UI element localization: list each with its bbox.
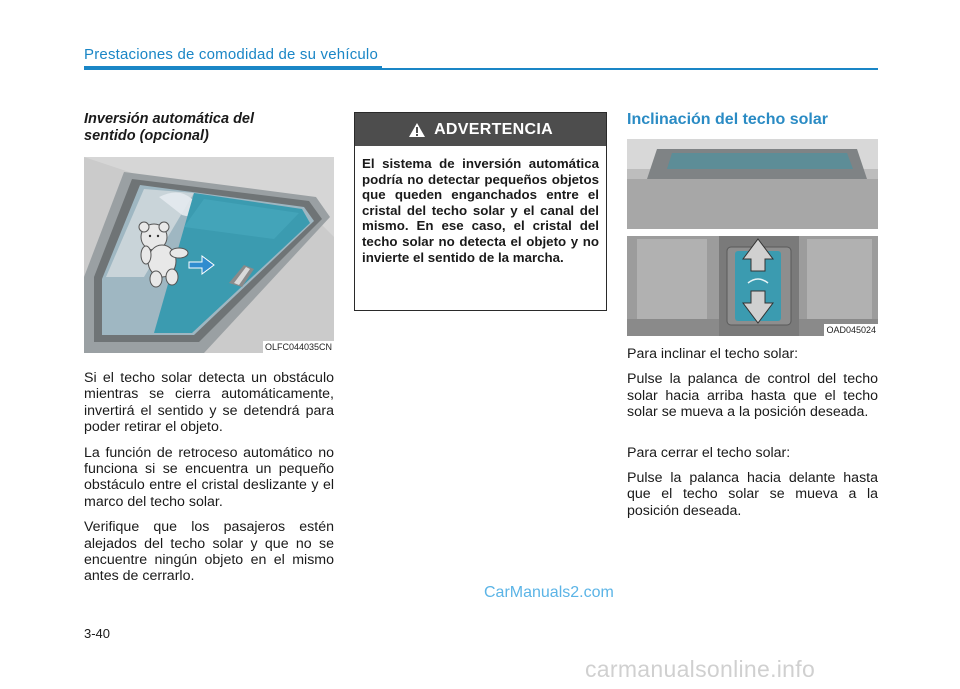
right-body-text xyxy=(627,346,878,528)
paragraph: La función de retroceso automático no funciona si se encuentra un pequeño obstáculo entre el cristal deslizante y el marco del techo solar. xyxy=(84,444,334,510)
warning-box xyxy=(354,112,607,311)
tilt-control-figure xyxy=(627,139,878,336)
warning-text: El sistema de inversión automática podría no detectar pequeños objetos que queden enganchados entre el cristal del techo solar y el canal del mismo. En ese caso, el cristal del techo solar no detecta el objeto y no invierte el sentido de la marcha. xyxy=(362,156,599,265)
tilt-instructions: Pulse la palanca de control del techo solar hacia arriba hasta que el techo solar se mueva a la posición deseada. xyxy=(627,371,878,421)
page-number: 3-40 xyxy=(84,626,111,641)
close-intro: Para cerrar el techo solar: xyxy=(627,444,791,461)
paragraph: Si el techo solar detecta un obstáculo mientras se cierra automáticamente, invertirá el sentido y se detendrá para poder retirar el objeto. xyxy=(84,370,334,436)
warning-header xyxy=(355,113,606,146)
section-title: Prestaciones de comodidad de su vehículo xyxy=(84,46,379,63)
sunroof-obstacle-illustration xyxy=(84,157,334,353)
warning-title: ADVERTENCIA xyxy=(434,120,553,138)
left-body-text xyxy=(84,370,334,594)
warning-triangle-icon xyxy=(408,122,426,138)
figure-code-left: OLFC044035CN xyxy=(264,342,332,352)
roof-console-illustration xyxy=(627,139,878,336)
paragraph: Verifique que los pasajeros estén alejados del techo solar y que no se encuentre ningún objeto en el mismo antes de cerrarlo. xyxy=(84,519,334,585)
watermark-top: CarManuals2.com xyxy=(484,584,614,601)
figure-code-right: OAD045024 xyxy=(826,325,876,335)
sunroof-obstacle-figure xyxy=(84,157,334,353)
close-instructions: Pulse la palanca hacia delante hasta que el techo solar se mueva a la posición deseada. xyxy=(627,470,878,519)
header-rule-thin xyxy=(382,68,878,70)
auto-reverse-subheading: Inversión automática del sentido (opcional) xyxy=(84,111,255,144)
tilt-heading: Inclinación del techo solar xyxy=(627,111,828,128)
tilt-intro: Para inclinar el techo solar: xyxy=(627,346,799,362)
header-rule-thick xyxy=(84,66,382,70)
watermark-bottom: carmanualsonline.info xyxy=(585,656,816,682)
